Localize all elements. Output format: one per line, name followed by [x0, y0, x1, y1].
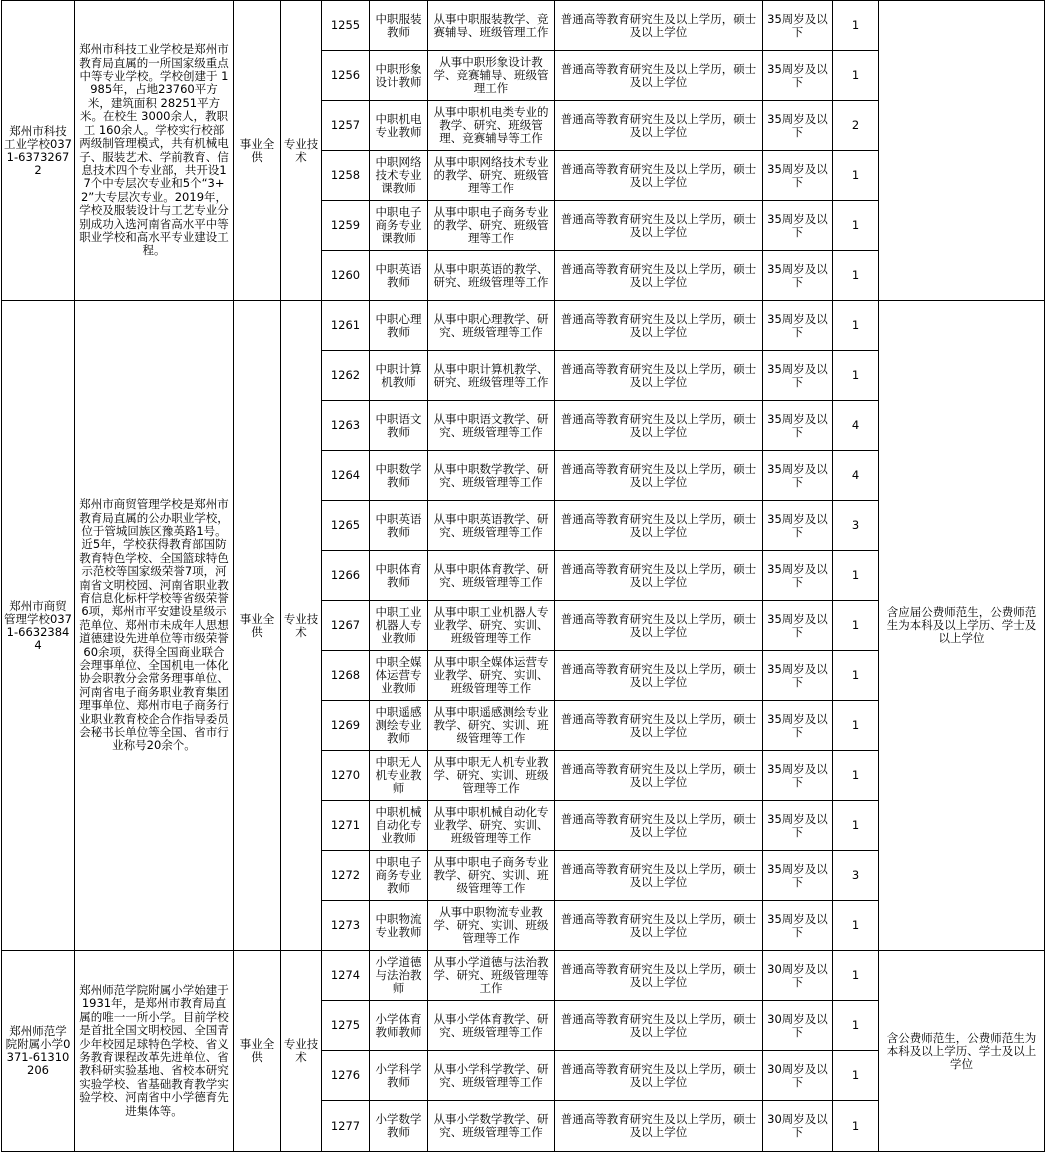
post-name-cell: 中职电子商务专业课教师	[370, 201, 428, 251]
remark-cell: 含应届公费师范生，公费师范生为本科及以上学历、学士及以上学位	[879, 301, 1045, 951]
post-name-cell: 中职机械自动化专业教师	[370, 801, 428, 851]
headcount-cell: 1	[833, 351, 879, 401]
headcount-cell: 1	[833, 251, 879, 301]
post-code-cell: 1261	[322, 301, 370, 351]
age-cell: 35周岁及以下	[763, 701, 833, 751]
age-cell: 30周岁及以下	[763, 1001, 833, 1051]
post-name-cell: 小学数学教师	[370, 1101, 428, 1152]
post-code-cell: 1267	[322, 601, 370, 651]
post-name-cell: 中职遥感测绘专业教师	[370, 701, 428, 751]
funding-type-cell: 事业全供	[234, 301, 281, 951]
headcount-cell: 1	[833, 651, 879, 701]
post-name-cell: 小学科学教师	[370, 1051, 428, 1101]
post-code-cell: 1258	[322, 151, 370, 201]
duty-cell: 从事中职机械自动化专业教学、研究、实训、班级管理等工作	[428, 801, 555, 851]
duty-cell: 从事中职心理教学、研究、班级管理等工作	[428, 301, 555, 351]
age-cell: 35周岁及以下	[763, 101, 833, 151]
post-code-cell: 1256	[322, 51, 370, 101]
education-cell: 普通高等教育研究生及以上学历，硕士及以上学位	[555, 1, 763, 51]
post-code-cell: 1259	[322, 201, 370, 251]
funding-type-cell: 事业全供	[234, 1, 281, 301]
post-name-cell: 中职体育教师	[370, 551, 428, 601]
post-category-cell: 专业技术	[281, 951, 322, 1152]
education-cell: 普通高等教育研究生及以上学历，硕士及以上学位	[555, 801, 763, 851]
post-code-cell: 1276	[322, 1051, 370, 1101]
headcount-cell: 1	[833, 751, 879, 801]
headcount-cell: 1	[833, 901, 879, 951]
duty-cell: 从事中职服装教学、竞赛辅导、班级管理工作	[428, 1, 555, 51]
education-cell: 普通高等教育研究生及以上学历，硕士及以上学位	[555, 501, 763, 551]
post-code-cell: 1263	[322, 401, 370, 451]
post-name-cell: 中职数学教师	[370, 451, 428, 501]
education-cell: 普通高等教育研究生及以上学历，硕士及以上学位	[555, 301, 763, 351]
post-code-cell: 1255	[322, 1, 370, 51]
education-cell: 普通高等教育研究生及以上学历，硕士及以上学位	[555, 851, 763, 901]
post-name-cell: 中职英语教师	[370, 501, 428, 551]
age-cell: 30周岁及以下	[763, 1051, 833, 1101]
age-cell: 35周岁及以下	[763, 651, 833, 701]
headcount-cell: 1	[833, 1001, 879, 1051]
duty-cell: 从事中职机电类专业的教学、研究、班级管理、竞赛辅导等工作	[428, 101, 555, 151]
age-cell: 35周岁及以下	[763, 51, 833, 101]
age-cell: 35周岁及以下	[763, 801, 833, 851]
education-cell: 普通高等教育研究生及以上学历，硕士及以上学位	[555, 451, 763, 501]
post-name-cell: 中职物流专业教师	[370, 901, 428, 951]
age-cell: 35周岁及以下	[763, 751, 833, 801]
post-category-cell: 专业技术	[281, 301, 322, 951]
unit-intro-cell: 郑州市科技工业学校是郑州市教育局直属的一所国家级重点中等专业学校。学校创建于 1985年，占地23760平方米，建筑面积 28251平方米。在校生 3000余人，教职工 160余人。学校实行校部两级制管理模式，共有机械电子、服装艺术、学前教育、信息技术四个专业部，共开设17个中专层次专业和5个“3+2”大专层次专业。2019年，学校及服装设计与工艺专业分别成功入选河南省高水平中等职业学校和高水平专业建设工程。	[75, 1, 234, 301]
unit-name-cell: 郑州市科技工业学校0371-63732672	[2, 1, 75, 301]
post-name-cell: 中职网络技术专业课教师	[370, 151, 428, 201]
post-code-cell: 1257	[322, 101, 370, 151]
headcount-cell: 1	[833, 1, 879, 51]
post-name-cell: 中职工业机器人专业教师	[370, 601, 428, 651]
education-cell: 普通高等教育研究生及以上学历，硕士及以上学位	[555, 1001, 763, 1051]
post-name-cell: 中职形象设计教师	[370, 51, 428, 101]
education-cell: 普通高等教育研究生及以上学历，硕士及以上学位	[555, 651, 763, 701]
age-cell: 35周岁及以下	[763, 451, 833, 501]
education-cell: 普通高等教育研究生及以上学历，硕士及以上学位	[555, 901, 763, 951]
headcount-cell: 1	[833, 301, 879, 351]
duty-cell: 从事中职电子商务专业的教学、研究、班级管理等工作	[428, 201, 555, 251]
age-cell: 35周岁及以下	[763, 501, 833, 551]
table-body	[2, 1, 1045, 1152]
duty-cell: 从事中职物流专业教学、研究、实训、班级管理等工作	[428, 901, 555, 951]
post-code-cell: 1271	[322, 801, 370, 851]
unit-intro-cell: 郑州市商贸管理学校是郑州市教育局直属的公办职业学校，位于管城回族区豫英路1号。近5年，学校获得教育部国防教育特色学校、全国篮球特色示范校等国家级荣誉7项，河南省文明校园、河南省职业教育信息化标杆学校等省级荣誉6项，郑州市平安建设星级示范单位、郑州市未成年人思想道德建设先进单位等市级荣誉60余项，获得全国商业联合会理事单位、全国机电一体化协会职教分会常务理事单位、河南省电子商务职业教育集团理事单位、郑州市电子商务行业职业教育校企合作指导委员会秘书长单位等全国、省市行业称号20余个。	[75, 301, 234, 951]
duty-cell: 从事中职语文教学、研究、班级管理等工作	[428, 401, 555, 451]
unit-name-cell: 郑州市商贸管理学校0371-66323844	[2, 301, 75, 951]
duty-cell: 从事小学科学教学、研究、班级管理等工作	[428, 1051, 555, 1101]
post-code-cell: 1274	[322, 951, 370, 1001]
headcount-cell: 1	[833, 551, 879, 601]
post-name-cell: 中职语文教师	[370, 401, 428, 451]
post-name-cell: 中职电子商务专业教师	[370, 851, 428, 901]
duty-cell: 从事中职无人机专业教学、研究、实训、班级管理等工作	[428, 751, 555, 801]
headcount-cell: 3	[833, 501, 879, 551]
table-row	[2, 1, 1045, 51]
headcount-cell: 1	[833, 151, 879, 201]
duty-cell: 从事中职电子商务专业教学、研究、实训、班级管理等工作	[428, 851, 555, 901]
duty-cell: 从事中职工业机器人专业教学、研究、实训、班级管理等工作	[428, 601, 555, 651]
headcount-cell: 1	[833, 951, 879, 1001]
education-cell: 普通高等教育研究生及以上学历，硕士及以上学位	[555, 701, 763, 751]
post-name-cell: 中职心理教师	[370, 301, 428, 351]
headcount-cell: 3	[833, 851, 879, 901]
post-name-cell: 中职服装教师	[370, 1, 428, 51]
headcount-cell: 4	[833, 451, 879, 501]
post-name-cell: 中职英语教师	[370, 251, 428, 301]
education-cell: 普通高等教育研究生及以上学历，硕士及以上学位	[555, 401, 763, 451]
post-name-cell: 小学体育教师教师	[370, 1001, 428, 1051]
education-cell: 普通高等教育研究生及以上学历，硕士及以上学位	[555, 101, 763, 151]
post-code-cell: 1269	[322, 701, 370, 751]
unit-intro-cell: 郑州师范学院附属小学始建于1931年，是郑州市教育局直属的唯一一所小学。目前学校是首批全国文明校园、全国青少年校园足球特色学校、省义务教育课程改革先进单位、省教科研实验基地、省校本研究实验学校、省基础教育教学实验学校、河南省中小学德育先进集体等。	[75, 951, 234, 1152]
age-cell: 35周岁及以下	[763, 251, 833, 301]
education-cell: 普通高等教育研究生及以上学历，硕士及以上学位	[555, 951, 763, 1001]
remark-cell	[879, 1, 1045, 301]
post-code-cell: 1268	[322, 651, 370, 701]
duty-cell: 从事小学体育教学、研究、班级管理等工作	[428, 1001, 555, 1051]
age-cell: 30周岁及以下	[763, 1101, 833, 1152]
unit-name-cell: 郑州师范学院附属小学0371-61310206	[2, 951, 75, 1152]
education-cell: 普通高等教育研究生及以上学历，硕士及以上学位	[555, 151, 763, 201]
post-name-cell: 小学道德与法治教师	[370, 951, 428, 1001]
post-code-cell: 1265	[322, 501, 370, 551]
post-code-cell: 1260	[322, 251, 370, 301]
post-code-cell: 1270	[322, 751, 370, 801]
duty-cell: 从事中职网络技术专业的教学、研究、班级管理等工作	[428, 151, 555, 201]
age-cell: 35周岁及以下	[763, 901, 833, 951]
headcount-cell: 1	[833, 51, 879, 101]
funding-type-cell: 事业全供	[234, 951, 281, 1152]
headcount-cell: 1	[833, 701, 879, 751]
headcount-cell: 1	[833, 201, 879, 251]
headcount-cell: 1	[833, 1101, 879, 1152]
table-row	[2, 951, 1045, 1001]
post-code-cell: 1273	[322, 901, 370, 951]
headcount-cell: 1	[833, 801, 879, 851]
post-name-cell: 中职全媒体运营专业教师	[370, 651, 428, 701]
age-cell: 35周岁及以下	[763, 1, 833, 51]
age-cell: 35周岁及以下	[763, 201, 833, 251]
remark-cell: 含公费师范生，公费师范生为本科及以上学历、学士及以上学位	[879, 951, 1045, 1152]
age-cell: 35周岁及以下	[763, 551, 833, 601]
education-cell: 普通高等教育研究生及以上学历，硕士及以上学位	[555, 751, 763, 801]
education-cell: 普通高等教育研究生及以上学历，硕士及以上学位	[555, 201, 763, 251]
duty-cell: 从事中职全媒体运营专业教学、研究、实训、班级管理等工作	[428, 651, 555, 701]
age-cell: 35周岁及以下	[763, 301, 833, 351]
headcount-cell: 4	[833, 401, 879, 451]
headcount-cell: 1	[833, 1051, 879, 1101]
post-code-cell: 1277	[322, 1101, 370, 1152]
education-cell: 普通高等教育研究生及以上学历，硕士及以上学位	[555, 1101, 763, 1152]
post-code-cell: 1262	[322, 351, 370, 401]
duty-cell: 从事小学数学教学、研究、班级管理等工作	[428, 1101, 555, 1152]
education-cell: 普通高等教育研究生及以上学历，硕士及以上学位	[555, 601, 763, 651]
age-cell: 30周岁及以下	[763, 951, 833, 1001]
post-code-cell: 1275	[322, 1001, 370, 1051]
education-cell: 普通高等教育研究生及以上学历，硕士及以上学位	[555, 51, 763, 101]
post-name-cell: 中职机电专业教师	[370, 101, 428, 151]
education-cell: 普通高等教育研究生及以上学历，硕士及以上学位	[555, 1051, 763, 1101]
recruitment-table	[1, 0, 1045, 1152]
post-name-cell: 中职无人机专业教师	[370, 751, 428, 801]
post-code-cell: 1272	[322, 851, 370, 901]
headcount-cell: 2	[833, 101, 879, 151]
post-code-cell: 1266	[322, 551, 370, 601]
duty-cell: 从事中职体育教学、研究、班级管理等工作	[428, 551, 555, 601]
duty-cell: 从事中职形象设计教学、竞赛辅导、班级管理工作	[428, 51, 555, 101]
duty-cell: 从事中职遥感测绘专业教学、研究、实训、班级管理等工作	[428, 701, 555, 751]
table-row	[2, 301, 1045, 351]
duty-cell: 从事中职计算机教学、研究、班级管理等工作	[428, 351, 555, 401]
duty-cell: 从事中职数学教学、研究、班级管理等工作	[428, 451, 555, 501]
duty-cell: 从事中职英语的教学、研究、班级管理等工作	[428, 251, 555, 301]
age-cell: 35周岁及以下	[763, 401, 833, 451]
age-cell: 35周岁及以下	[763, 601, 833, 651]
duty-cell: 从事小学道德与法治教学、研究、班级管理等工作	[428, 951, 555, 1001]
age-cell: 35周岁及以下	[763, 351, 833, 401]
post-name-cell: 中职计算机教师	[370, 351, 428, 401]
duty-cell: 从事中职英语教学、研究、班级管理等工作	[428, 501, 555, 551]
age-cell: 35周岁及以下	[763, 151, 833, 201]
education-cell: 普通高等教育研究生及以上学历，硕士及以上学位	[555, 251, 763, 301]
education-cell: 普通高等教育研究生及以上学历，硕士及以上学位	[555, 351, 763, 401]
post-category-cell: 专业技术	[281, 1, 322, 301]
age-cell: 35周岁及以下	[763, 851, 833, 901]
headcount-cell: 1	[833, 601, 879, 651]
post-code-cell: 1264	[322, 451, 370, 501]
education-cell: 普通高等教育研究生及以上学历，硕士及以上学位	[555, 551, 763, 601]
